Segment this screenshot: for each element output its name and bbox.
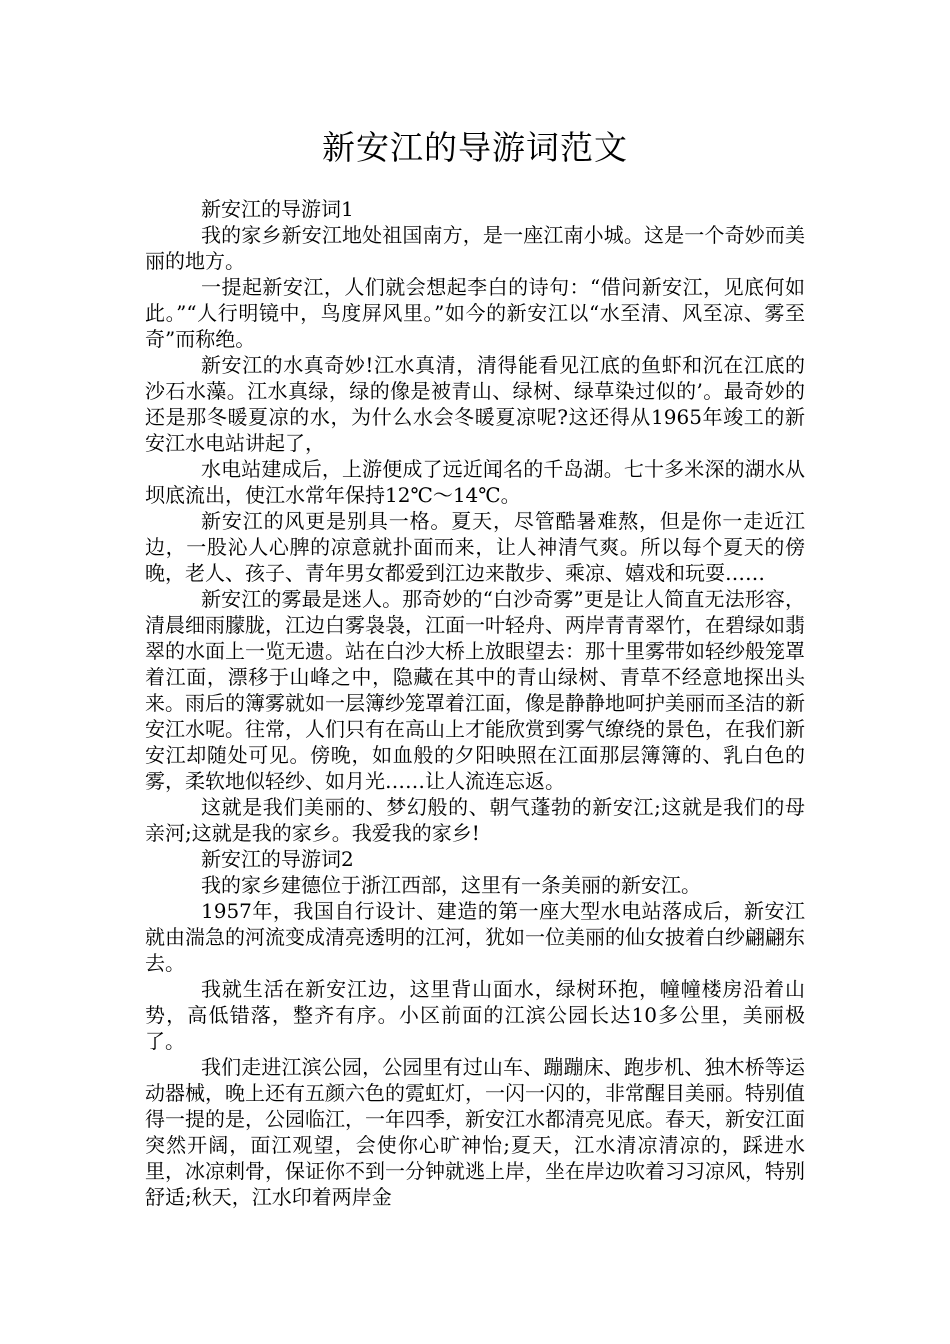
paragraph: 我就生活在新安江边，这里背山面水，绿树环抱，幢幢楼房沿着山势，高低错落，整齐有序。小区前面的江滨公园长达10多公里，美丽极了。 xyxy=(145,977,805,1053)
section-heading-1: 新安江的导游词1 xyxy=(201,197,354,221)
paragraph: 1957年，我国自行设计、建造的第一座大型水电站落成后，新安江就由湍急的河流变成清亮透明的江河，犹如一位美丽的仙女披着白纱翩翩东去。 xyxy=(145,899,805,975)
paragraph: 我的家乡建德位于浙江西部，这里有一条美丽的新安江。 xyxy=(201,873,701,897)
document-body xyxy=(145,196,805,1210)
paragraph: 一提起新安江，人们就会想起李白的诗句：“借问新安江，见底何如此。”“人行明镜中，鸟度屏风里。”如今的新安江以“水至清、风至凉、雾至奇”而称绝。 xyxy=(145,275,805,351)
page-title: 新安江的导游词范文 xyxy=(322,128,628,167)
paragraph: 水电站建成后，上游便成了远近闻名的千岛湖。七十多米深的湖水从坝底流出，使江水常年保持12℃～14℃。 xyxy=(145,457,805,507)
paragraph: 我们走进江滨公园，公园里有过山车、蹦蹦床、跑步机、独木桥等运动器械，晚上还有五颜六色的霓虹灯，一闪一闪的，非常醒目美丽。特别值得一提的是，公园临江，一年四季，新安江水都清亮见底。春天，新安江面突然开阔，面江观望，会使你心旷神怡;夏天，江水清凉清凉的，踩进水里，冰凉刺骨，保证你不到一分钟就逃上岸，坐在岸边吹着习习凉风，特别舒适;秋天，江水印着两岸金 xyxy=(145,1055,805,1209)
section-heading-2: 新安江的导游词2 xyxy=(201,847,354,871)
paragraph: 新安江的水真奇妙!江水真清，清得能看见江底的鱼虾和沉在江底的沙石水藻。江水真绿，绿的像是被青山、绿树、绿草染过似的’。最奇妙的还是那冬暖夏凉的水，为什么水会冬暖夏凉呢?这还得从1965年竣工的新安江水电站讲起了， xyxy=(145,353,805,455)
paragraph: 我的家乡新安江地处祖国南方，是一座江南小城。这是一个奇妙而美丽的地方。 xyxy=(145,223,805,273)
document-page xyxy=(145,0,805,1344)
paragraph: 这就是我们美丽的、梦幻般的、朝气蓬勃的新安江;这就是我们的母亲河;这就是我的家乡。我爱我的家乡! xyxy=(145,795,805,845)
paragraph: 新安江的雾最是迷人。那奇妙的“白沙奇雾”更是让人简直无法形容，清晨细雨朦胧，江边白雾袅袅，江面一叶轻舟、两岸青青翠竹，在碧绿如翡翠的水面上一览无遗。站在白沙大桥上放眼望去：那十里雾带如轻纱般笼罩着江面，漂移于山峰之中，隐藏在其中的青山绿树、青草不经意地探出头来。雨后的簿雾就如一层簿纱笼罩着江面，像是静静地呵护美丽而圣洁的新安江水呢。往常，人们只有在高山上才能欣赏到雾气缭绕的景色，在我们新安江却随处可见。傍晚，如血般的夕阳映照在江面那层簿簿的、乳白色的雾，柔软地似轻纱、如月光……让人流连忘返。 xyxy=(145,587,805,793)
paragraph: 新安江的风更是别具一格。夏天，尽管酷暑难熬，但是你一走近江边，一股沁人心脾的凉意就扑面而来，让人神清气爽。所以每个夏天的傍晚，老人、孩子、青年男女都爱到江边来散步、乘凉、嬉戏和玩耍…… xyxy=(145,509,805,585)
